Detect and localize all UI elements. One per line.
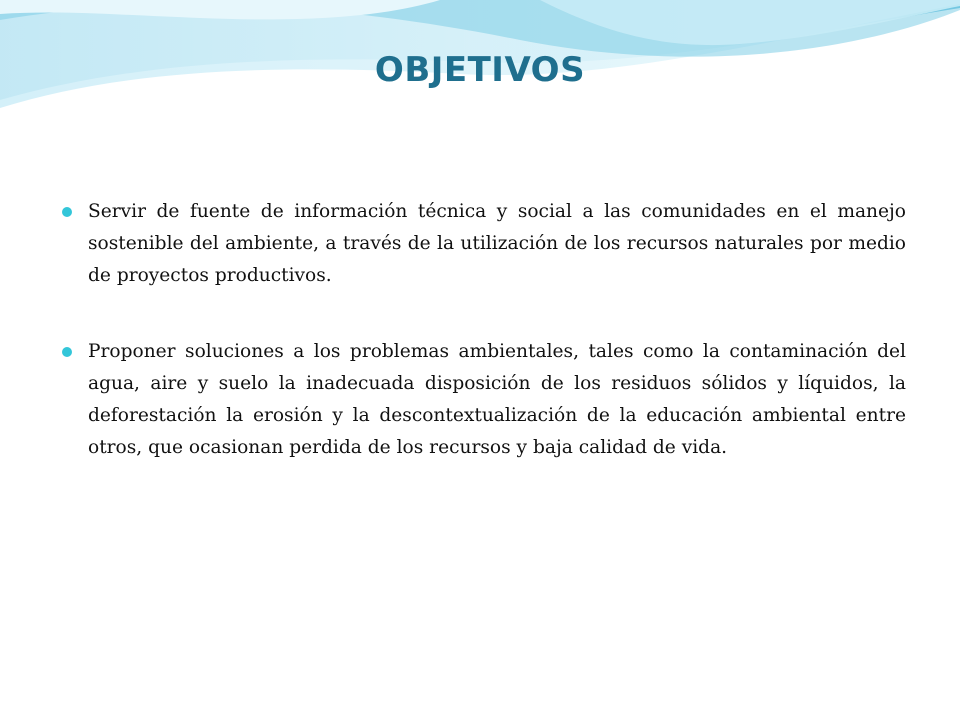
bullet-text: Servir de fuente de información técnica y social a las comunidades en el manejo sostenible del ambiente, a través de la utilización de los recursos naturales por medio de proyectos productivos.	[88, 201, 906, 286]
bullet-list	[62, 196, 906, 508]
bullet-dot-icon	[62, 347, 72, 357]
bullet-text: Proponer soluciones a los problemas ambientales, tales como la contaminación del agua, aire y suelo la inadecuada disposición de los residuos sólidos y líquidos, la deforestación la erosión y la descontextualización de la educación ambiental entre otros, que ocasionan perdida de los recursos y baja calidad de vida.	[88, 341, 906, 458]
bullet-dot-icon	[62, 207, 72, 217]
list-item	[62, 336, 906, 464]
slide-title: OBJETIVOS	[374, 50, 586, 90]
list-item	[62, 196, 906, 292]
